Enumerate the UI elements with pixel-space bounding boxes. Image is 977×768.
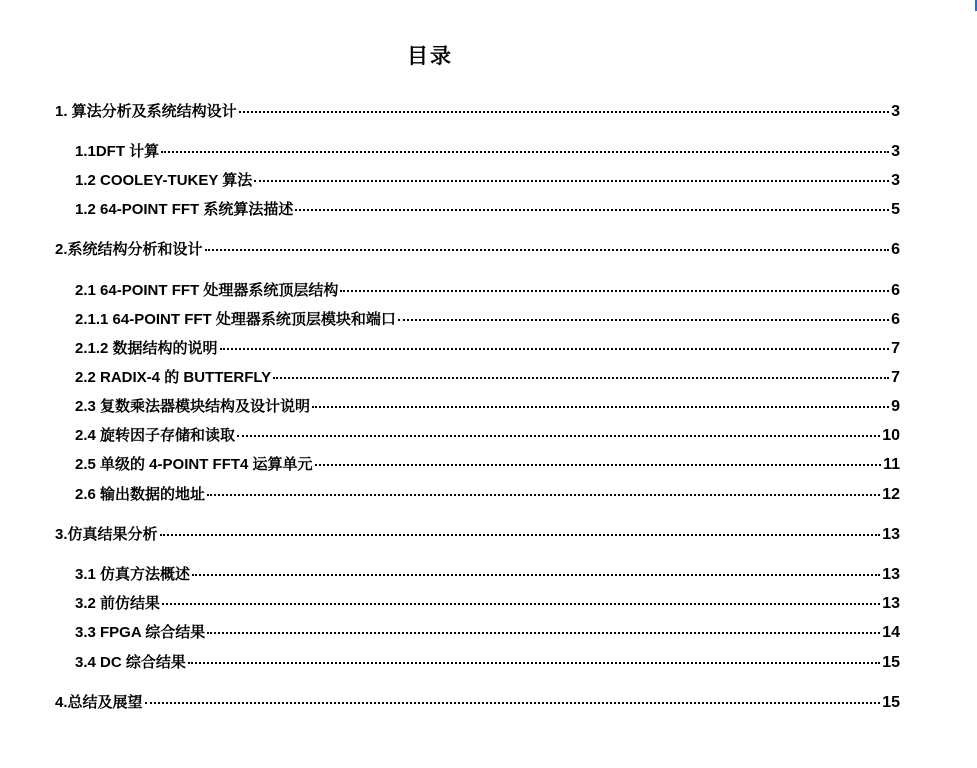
toc-entry-page: 3	[891, 172, 900, 189]
toc-entry[interactable]	[75, 652, 900, 674]
toc-entry-page: 6	[891, 311, 900, 328]
toc-entry-page: 10	[882, 427, 900, 444]
toc-dot-leader	[340, 290, 889, 292]
toc-entry[interactable]	[75, 309, 900, 331]
toc-dot-leader	[315, 464, 882, 466]
toc-dot-leader	[161, 151, 889, 153]
toc-entry[interactable]	[75, 367, 900, 389]
toc-entry-page: 12	[882, 486, 900, 503]
toc-entry[interactable]	[55, 692, 900, 714]
toc-entry-page: 9	[891, 398, 900, 415]
toc-entry-page: 15	[882, 654, 900, 671]
toc-dot-leader	[192, 574, 880, 576]
toc-entry[interactable]	[75, 280, 900, 302]
toc-dot-leader	[145, 702, 881, 704]
toc-entry-label: 2.4 旋转因子存储和读取	[75, 427, 236, 444]
toc-dot-leader	[295, 209, 889, 211]
toc-entry[interactable]	[75, 454, 900, 476]
toc-entry-page: 14	[882, 624, 900, 641]
toc-dot-leader	[160, 534, 881, 536]
toc-entry[interactable]	[75, 170, 900, 192]
toc-entry-label: 2.1.2 数据结构的说明	[75, 340, 218, 357]
toc-entry-label: 3.1 仿真方法概述	[75, 566, 191, 583]
toc-entry[interactable]	[55, 524, 900, 546]
toc-dot-leader	[237, 435, 880, 437]
toc-entry-label: 3.3 FPGA 综合结果	[75, 624, 206, 641]
toc-entry-label: 2.6 输出数据的地址	[75, 486, 206, 503]
toc-entry-page: 6	[891, 241, 900, 258]
toc-entry[interactable]	[75, 141, 900, 163]
toc-dot-leader	[239, 111, 889, 113]
toc-entry-page: 11	[883, 456, 900, 473]
toc-entry-page: 13	[882, 566, 900, 583]
toc-dot-leader	[162, 603, 880, 605]
toc-entry-label: 1.2 COOLEY-TUKEY 算法	[75, 172, 253, 189]
toc-entry[interactable]	[75, 622, 900, 644]
toc-entry-label: 2.1 64-POINT FFT 处理器系统顶层结构	[75, 282, 339, 299]
toc-entry-label: 2.3 复数乘法器模块结构及设计说明	[75, 398, 311, 415]
toc-entry-page: 3	[891, 143, 900, 160]
toc-entry-label: 3.4 DC 综合结果	[75, 654, 186, 671]
toc-entry-label: 1.1DFT 计算	[75, 143, 160, 160]
toc-dot-leader	[273, 377, 889, 379]
toc-entry-page: 13	[882, 595, 900, 612]
toc-entry-page: 6	[891, 282, 900, 299]
toc-entry-label: 1.2 64-POINT FFT 系统算法描述	[75, 201, 294, 218]
toc-entry-label: 2.5 单级的 4-POINT FFT4 运算单元	[75, 456, 313, 473]
toc-dot-leader	[254, 180, 889, 182]
toc-entry[interactable]	[75, 396, 900, 418]
toc-dot-leader	[398, 319, 889, 321]
toc-dot-leader	[207, 632, 880, 634]
toc-entry[interactable]	[75, 425, 900, 447]
toc-entry-label: 1. 算法分析及系统结构设计	[55, 103, 237, 120]
toc-entry[interactable]	[75, 199, 900, 221]
toc-entry[interactable]	[75, 338, 900, 360]
toc-entry[interactable]	[55, 239, 900, 261]
toc-entry-label: 2.1.1 64-POINT FFT 处理器系统顶层模块和端口	[75, 311, 396, 328]
toc-entry-page: 3	[891, 103, 900, 120]
toc-entry-page: 7	[891, 369, 900, 386]
toc-entry-page: 15	[882, 694, 900, 711]
toc-entry-label: 2.系统结构分析和设计	[55, 241, 203, 258]
toc-entry[interactable]	[75, 484, 900, 506]
toc-entry-label: 3.仿真结果分析	[55, 526, 158, 543]
toc-dot-leader	[188, 662, 880, 664]
toc-dot-leader	[205, 249, 890, 251]
toc-entry[interactable]	[75, 593, 900, 615]
toc-entry[interactable]	[55, 101, 900, 123]
toc-entry-page: 13	[882, 526, 900, 543]
toc-entry[interactable]	[75, 564, 900, 586]
toc-dot-leader	[312, 406, 889, 408]
toc-entry-page: 5	[891, 201, 900, 218]
toc-entry-page: 7	[891, 340, 900, 357]
toc-entry-label: 3.2 前仿结果	[75, 595, 161, 612]
toc-entry-label: 2.2 RADIX-4 的 BUTTERFLY	[75, 369, 272, 386]
toc-dot-leader	[220, 348, 890, 350]
toc-entry-label: 4.总结及展望	[55, 694, 143, 711]
toc-dot-leader	[207, 494, 880, 496]
toc-title: 目录	[407, 44, 453, 68]
